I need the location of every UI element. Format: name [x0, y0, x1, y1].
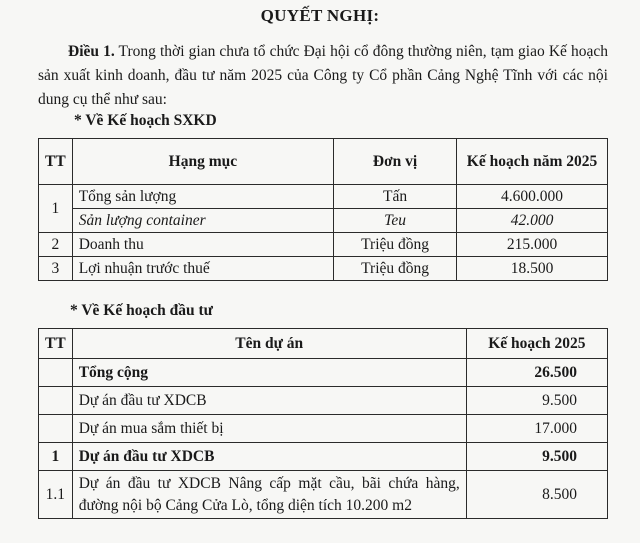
table-row: [39, 257, 608, 281]
table-row: [39, 471, 608, 519]
table-header-row: [39, 139, 608, 185]
table-row: [39, 387, 608, 415]
table-row: [39, 415, 608, 443]
table-row: [39, 443, 608, 471]
header-plan: Kế hoạch 2025: [466, 329, 607, 359]
row-item: Tổng sản lượng: [72, 185, 333, 209]
row-plan: 17.000: [466, 415, 607, 443]
row-project-name: Tổng cộng: [72, 359, 466, 387]
row-project-name: Dự án đầu tư XDCB: [72, 387, 466, 415]
row-project-name: Dự án đầu tư XDCB: [72, 443, 466, 471]
row-item: Doanh thu: [72, 233, 333, 257]
table-row: [39, 209, 608, 233]
row-plan: 8.500: [466, 471, 607, 519]
header-plan: Kế hoạch năm 2025: [457, 139, 608, 185]
header-project-name: Tên dự án: [72, 329, 466, 359]
row-plan: 4.600.000: [457, 185, 608, 209]
row-project-name: Dự án đầu tư XDCB Nâng cấp mặt cầu, bãi chứa hàng, đường nội bộ Cảng Cửa Lò, tổng diện tích 10.200 m2: [72, 471, 466, 519]
row-plan: 215.000: [457, 233, 608, 257]
row-unit: Tấn: [334, 185, 457, 209]
article-1-paragraph: [38, 40, 608, 112]
row-tt: 3: [39, 257, 73, 281]
row-unit: Teu: [334, 209, 457, 233]
row-plan: 42.000: [457, 209, 608, 233]
resolution-heading: QUYẾT NGHỊ:: [260, 6, 380, 25]
table-row: [39, 233, 608, 257]
section-investment-plan-title: * Về Kế hoạch đầu tư: [70, 302, 213, 319]
row-tt: 1: [39, 443, 73, 471]
row-tt: 1.1: [39, 471, 73, 519]
header-tt: TT: [39, 139, 73, 185]
row-unit: Triệu đồng: [334, 233, 457, 257]
row-plan: 9.500: [466, 387, 607, 415]
row-tt: [39, 359, 73, 387]
table-row: [39, 359, 608, 387]
table-row: [39, 185, 608, 209]
investment-plan-table: [38, 328, 608, 519]
row-item: Lợi nhuận trước thuế: [72, 257, 333, 281]
row-plan: 18.500: [457, 257, 608, 281]
row-tt: [39, 415, 73, 443]
article-text: Trong thời gian chưa tổ chức Đại hội cổ đông thường niên, tạm giao Kế hoạch sản xuất kinh doanh, đầu tư năm 2025 của Công ty Cổ phần Cảng Nghệ Tĩnh với các nội dung cụ thể như sau:: [38, 43, 609, 108]
business-plan-table: [38, 138, 608, 281]
row-item: Sản lượng container: [72, 209, 333, 233]
row-project-name: Dự án mua sắm thiết bị: [72, 415, 466, 443]
header-tt: TT: [39, 329, 73, 359]
header-unit: Đơn vị: [334, 139, 457, 185]
article-label: Điều 1.: [68, 43, 115, 60]
row-tt: 1: [39, 185, 73, 233]
table-header-row: [39, 329, 608, 359]
section-business-plan-title: * Về Kế hoạch SXKD: [74, 112, 217, 129]
row-unit: Triệu đồng: [334, 257, 457, 281]
row-tt: 2: [39, 233, 73, 257]
row-plan: 9.500: [466, 443, 607, 471]
row-plan: 26.500: [466, 359, 607, 387]
row-tt: [39, 387, 73, 415]
header-item: Hạng mục: [72, 139, 333, 185]
